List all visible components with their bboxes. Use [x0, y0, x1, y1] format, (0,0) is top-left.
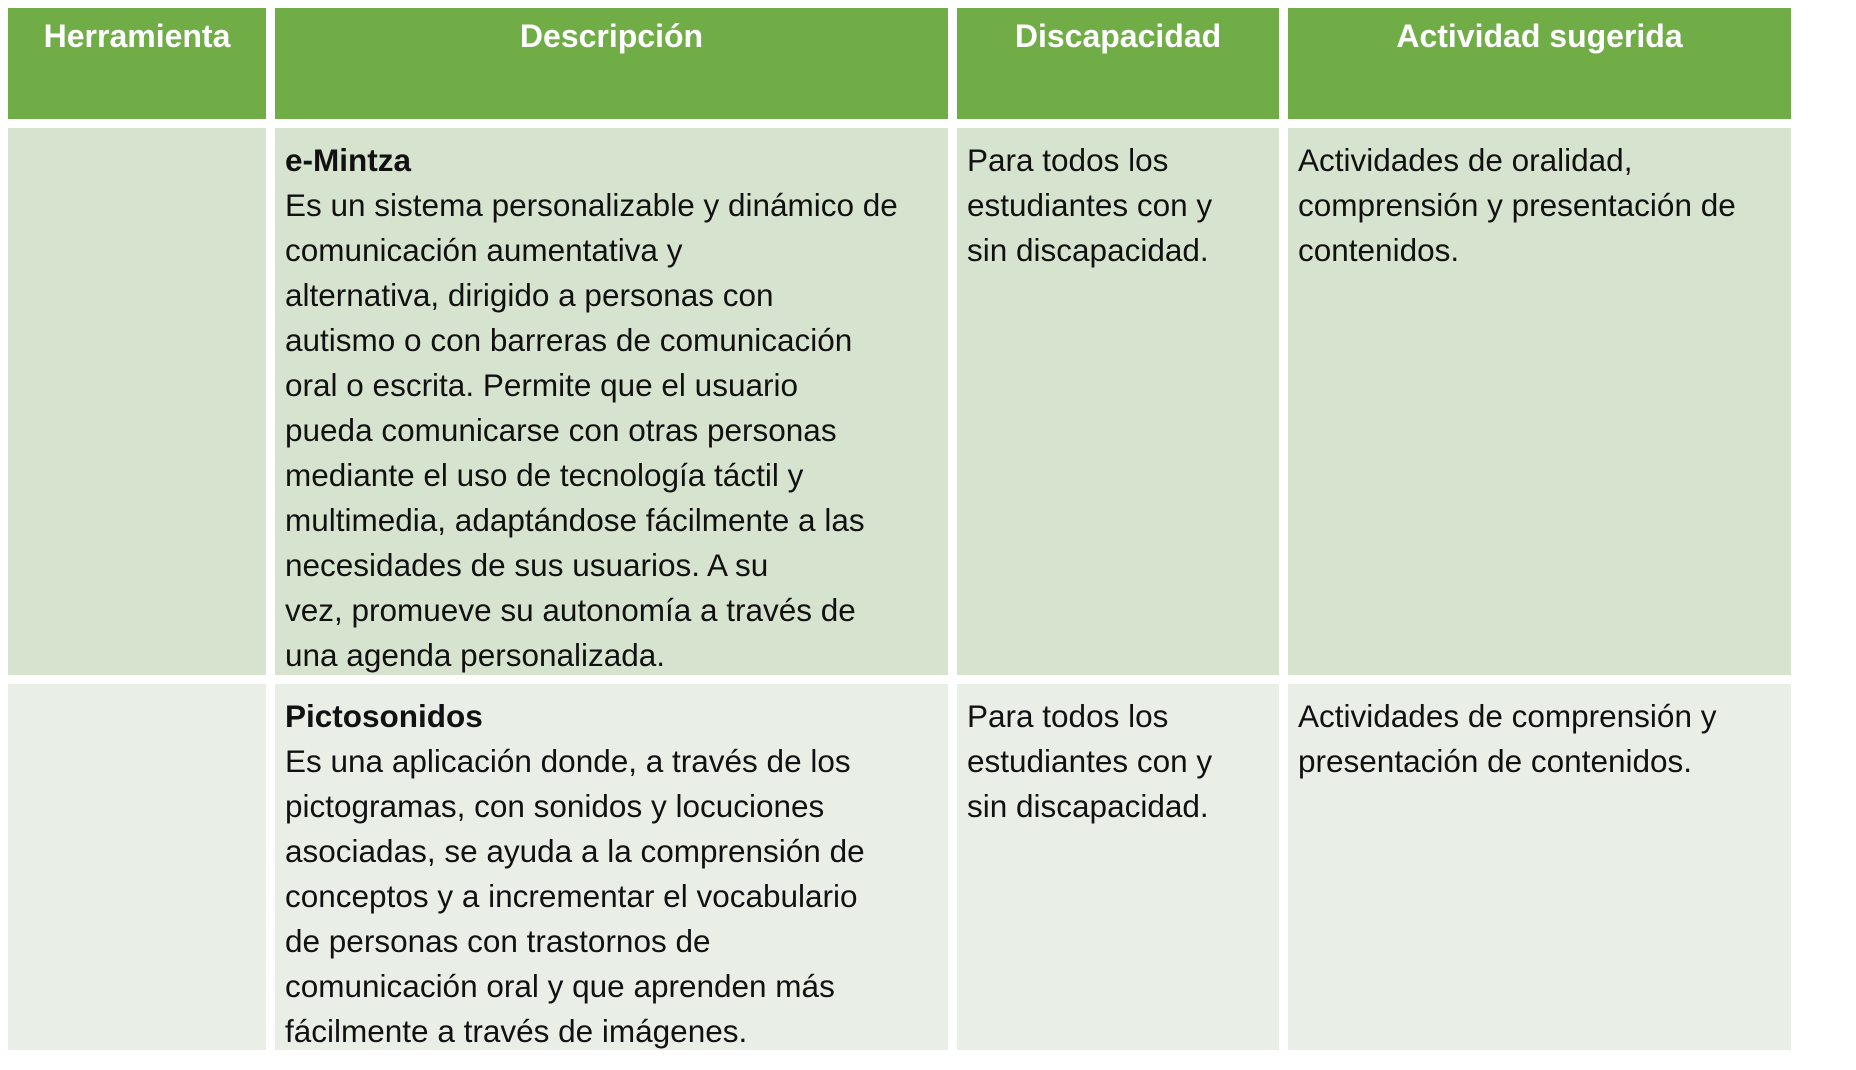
row-1-descripcion-cell: [275, 128, 948, 675]
description-line: pueda comunicarse con otras personas: [285, 412, 837, 448]
row-2-discapacidad-cell: [957, 684, 1279, 1050]
discapacidad-line: estudiantes con y: [967, 187, 1213, 223]
description-line: asociadas, se ayuda a la comprensión de: [285, 833, 865, 869]
row-2-actividad-cell: [1288, 684, 1791, 1050]
tool-name: e-Mintza: [285, 142, 411, 178]
discapacidad-line: sin discapacidad.: [967, 788, 1209, 824]
description-line: conceptos y a incrementar el vocabulario: [285, 878, 858, 914]
actividad-line: contenidos.: [1298, 232, 1460, 268]
header-discapacidad: Discapacidad: [957, 8, 1279, 119]
description-line: comunicación aumentativa y: [285, 232, 683, 268]
discapacidad-line: estudiantes con y: [967, 743, 1213, 779]
description-line: autismo o con barreras de comunicación: [285, 322, 853, 358]
description-line: fácilmente a través de imágenes.: [285, 1013, 748, 1049]
header-descripcion: Descripción: [275, 8, 948, 119]
actividad-line: Actividades de oralidad,: [1298, 142, 1633, 178]
description-line: una agenda personalizada.: [285, 637, 666, 673]
actividad-line: presentación de contenidos.: [1298, 743, 1693, 779]
header-herramienta: Herramienta: [8, 8, 266, 119]
description-line: vez, promueve su autonomía a través de: [285, 592, 856, 628]
description-line: de personas con trastornos de: [285, 923, 711, 959]
row-2-herramienta-cell: [8, 684, 266, 1050]
row-1-herramienta-cell: [8, 128, 266, 675]
discapacidad-line: sin discapacidad.: [967, 232, 1209, 268]
description-line: pictogramas, con sonidos y locuciones: [285, 788, 825, 824]
description-line: oral o escrita. Permite que el usuario: [285, 367, 798, 403]
description-line: multimedia, adaptándose fácilmente a las: [285, 502, 865, 538]
row-2-descripcion-cell: [275, 684, 948, 1050]
actividad-line: Actividades de comprensión y: [1298, 698, 1717, 734]
row-1-actividad-cell: [1288, 128, 1791, 675]
description-line: alternativa, dirigido a personas con: [285, 277, 774, 313]
actividad-line: comprensión y presentación de: [1298, 187, 1736, 223]
description-line: necesidades de sus usuarios. A su: [285, 547, 769, 583]
description-line: comunicación oral y que aprenden más: [285, 968, 835, 1004]
description-line: mediante el uso de tecnología táctil y: [285, 457, 804, 493]
tools-table: [8, 8, 1791, 1050]
header-actividad-sugerida: Actividad sugerida: [1288, 8, 1791, 119]
discapacidad-line: Para todos los: [967, 142, 1169, 178]
tool-name: Pictosonidos: [285, 698, 483, 734]
description-line: Es una aplicación donde, a través de los: [285, 743, 851, 779]
description-line: Es un sistema personalizable y dinámico de: [285, 187, 898, 223]
discapacidad-line: Para todos los: [967, 698, 1169, 734]
row-1-discapacidad-cell: [957, 128, 1279, 675]
